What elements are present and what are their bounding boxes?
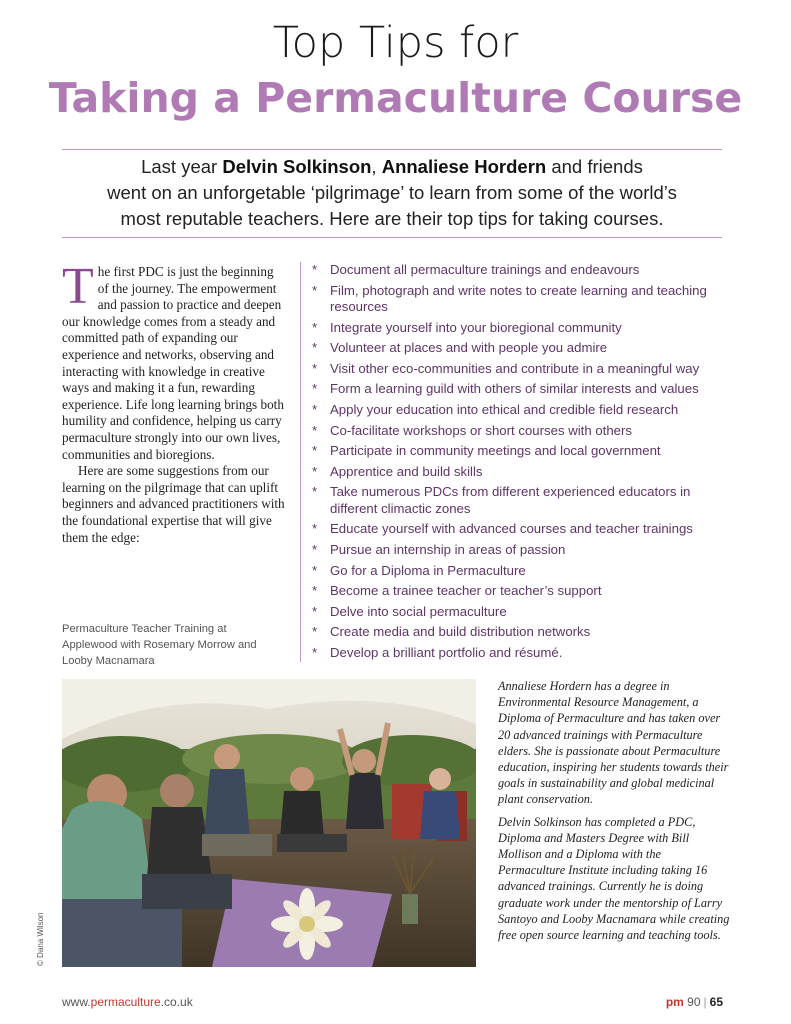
tip-bullet: * xyxy=(312,583,318,599)
magazine-logo: pm xyxy=(665,995,684,1009)
tip-text: Form a learning guild with others of similar interests and values xyxy=(330,381,699,397)
tip-text: Develop a brilliant portfolio and résumé. xyxy=(330,644,563,660)
tip-item xyxy=(312,381,732,397)
author-name-1: Delvin Solkinson xyxy=(222,156,372,177)
footer-url-brand: permaculture xyxy=(90,995,161,1009)
tip-item xyxy=(312,542,732,558)
issue-number: 90 xyxy=(687,995,701,1009)
footer-url-prefix: www. xyxy=(62,995,91,1009)
photo-caption: Permaculture Teacher Training at Applewood with Rosemary Morrow and Looby Macnamara xyxy=(62,623,257,667)
tip-item xyxy=(312,484,732,517)
tip-item xyxy=(312,583,732,599)
tip-text: Volunteer at places and with people you admire xyxy=(330,340,608,356)
page-number: 65 xyxy=(709,995,723,1009)
article-paragraph-1 xyxy=(62,258,286,463)
footer-website-link[interactable] xyxy=(62,995,193,1009)
intro-text-4: went on an unforgetable ‘pilgrimage’ to learn from some of the world’s xyxy=(107,182,677,203)
tips-list xyxy=(312,262,732,666)
tip-text: Pursue an internship in areas of passion xyxy=(330,541,566,557)
tip-text: Visit other eco-communities and contribute in a meaningful way xyxy=(330,360,700,376)
author-bios xyxy=(498,678,730,949)
tip-bullet: * xyxy=(312,340,318,356)
workshop-photo xyxy=(62,679,476,967)
column-divider xyxy=(300,262,301,662)
tip-bullet: * xyxy=(312,319,318,335)
tip-item xyxy=(312,320,732,336)
tip-text: Become a trainee teacher or teacher’s support xyxy=(330,583,602,599)
tip-item xyxy=(312,361,732,377)
intro-top-rule xyxy=(62,149,722,150)
intro-text-5: most reputable teachers. Here are their top tips for taking courses. xyxy=(120,208,664,229)
intro-bottom-rule xyxy=(62,237,722,238)
tip-bullet: * xyxy=(312,624,318,640)
article-body xyxy=(62,258,286,546)
tip-bullet: * xyxy=(312,381,318,397)
tip-item xyxy=(312,340,732,356)
tip-text: Participate in community meetings and local government xyxy=(330,443,661,459)
tip-text: Go for a Diploma in Permaculture xyxy=(330,562,526,578)
tip-text: Co-facilitate workshops or short courses with others xyxy=(330,422,632,438)
tip-item xyxy=(312,423,732,439)
tip-bullet: * xyxy=(312,401,318,417)
bio-delvin: Delvin Solkinson has completed a PDC, Diploma and Masters Degree with Bill Mollison and a Diploma with the Permaculture Institute including taking 16 advanced trainings. Currently he is doing graduate work under the mentorship of Larry Santoyo and Looby Macnamara while creating free open source learning and teaching tools. xyxy=(498,814,730,943)
tip-bullet: * xyxy=(312,360,318,376)
article-paragraph-2: Here are some suggestions from our learning on the pilgrimage that can uplift beginners and advanced practitioners with the foundational expertise that will give them the edge: xyxy=(62,463,285,545)
page-title-line-2: Taking a Permaculture Course xyxy=(48,74,743,122)
tip-bullet: * xyxy=(312,541,318,557)
tip-item xyxy=(312,443,732,459)
tip-item xyxy=(312,645,732,661)
intro-text-3: and friends xyxy=(546,156,643,177)
tip-item xyxy=(312,262,732,278)
intro-text-1: Last year xyxy=(141,156,223,177)
tip-text: Delve into social permaculture xyxy=(330,603,507,619)
footer-url-suffix: .co.uk xyxy=(160,995,193,1009)
tip-text: Film, photograph and write notes to create learning and teaching resources xyxy=(330,282,707,314)
tip-text: Integrate yourself into your bioregional community xyxy=(330,319,622,335)
drop-cap: T xyxy=(62,258,94,315)
tip-item xyxy=(312,521,732,537)
tip-item xyxy=(312,624,732,640)
tip-bullet: * xyxy=(312,443,318,459)
tip-bullet: * xyxy=(312,262,318,277)
tip-bullet: * xyxy=(312,463,318,479)
tip-text: Apply your education into ethical and credible field research xyxy=(330,401,679,417)
tip-item xyxy=(312,402,732,418)
photo-credit: © Dana Wilson xyxy=(36,912,45,966)
tip-item xyxy=(312,604,732,620)
tip-bullet: * xyxy=(312,562,318,578)
tip-text: Document all permaculture trainings and endeavours xyxy=(330,262,640,277)
tip-item xyxy=(312,464,732,480)
tip-bullet: * xyxy=(312,521,318,537)
tip-bullet: * xyxy=(312,603,318,619)
tip-text: Educate yourself with advanced courses and teacher trainings xyxy=(330,521,693,537)
footer-page-info xyxy=(666,995,723,1009)
article-paragraph-1-text: he first PDC is just the beginning of the journey. The empowerment and passion to practice and deepen our knowledge comes from a steady and committed path of expanding our experience and networks, observing and interacting with knowledge in creative ways and making it a fun, rewarding experience. Life long learning brings both humility and confidence, helping us carry permaculture strongly into our own lives, communities and bioregions. xyxy=(62,264,284,462)
tip-item xyxy=(312,283,732,316)
tip-text: Create media and build distribution networks xyxy=(330,624,591,640)
author-name-2: Annaliese Hordern xyxy=(381,156,547,177)
intro-standfirst xyxy=(62,154,722,232)
tip-bullet: * xyxy=(312,484,318,500)
bio-annaliese: Annaliese Hordern has a degree in Environmental Resource Management, a Diploma of Permaculture and has taken over 20 advanced trainings with Permaculture elders. She is passionate about Permaculture education, inspiring her students towards their goals in sustainability and global medicinal plant conservation. xyxy=(498,679,729,807)
page-title-line-1: Top Tips for xyxy=(272,18,519,68)
footer-separator: | xyxy=(703,995,707,1009)
tip-text: Apprentice and build skills xyxy=(330,463,483,479)
tip-bullet: * xyxy=(312,644,318,660)
intro-text-2: , xyxy=(371,156,382,177)
tip-item xyxy=(312,563,732,579)
tip-bullet: * xyxy=(312,282,318,298)
tip-text: Take numerous PDCs from different experienced educators in different climactic zones xyxy=(330,484,691,516)
tip-bullet: * xyxy=(312,422,318,438)
